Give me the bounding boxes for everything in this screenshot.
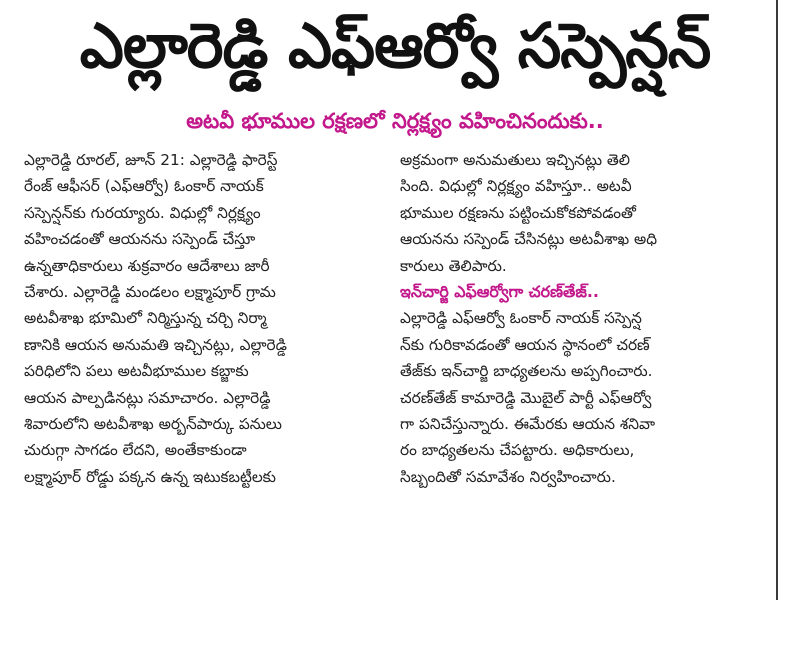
body-line: సిబ్బందితో సమావేశం నిర్వహించారు. <box>400 467 616 486</box>
body-line: ఉన్నతాధికారులు శుక్రవారం ఆదేశాలు జారీ <box>24 256 270 275</box>
body-line: భూముల రక్షణను పట్టించుకోకపోవడంతో <box>400 203 636 222</box>
body-line: సింది. విధుల్లో నిర్లక్ష్యం వహిస్తూ.. అటవీ <box>400 177 632 196</box>
left-column <box>24 147 386 490</box>
body-line: శివారులోని అటవీశాఖ అర్బన్‌పార్కు పనులు <box>24 414 282 433</box>
body-line: రం బాధ్యతలను చేపట్టారు. అధికారులు, <box>400 441 635 460</box>
body-line: చరణ్‌తేజ్ కామారెడ్డి మొబైల్ పార్టీ ఎఫ్ఆర్వో <box>400 388 652 407</box>
body-line: ఎల్లారెడ్డి రూరల్, జూన్ 21: ఎల్లారెడ్డి ఫారెస్ట్ <box>24 151 278 169</box>
body-line: చేశారు. ఎల్లారెడ్డి మండలం లక్ష్మాపూర్ గ్రామ <box>24 282 276 301</box>
body-line: అటవీశాఖ భూమిలో నిర్మిస్తున్న చర్చి నిర్మా <box>24 309 267 328</box>
body-line: కారులు తెలిపారు. <box>400 256 507 275</box>
body-line: న్‌కు గురికావడంతో ఆయన స్థానంలో చరణ్ <box>400 335 650 354</box>
headline: ఎల్లారెడ్డి ఎఫ్ఆర్వో సస్పెన్షన్ <box>79 9 711 82</box>
body-line: ణానికి ఆయన అనుమతి ఇచ్చినట్లు, ఎల్లారెడ్డి <box>24 335 287 354</box>
body-line: ఆయన పాల్పడినట్లు సమాచారం. ఎల్లారెడ్డి <box>24 388 271 407</box>
body-line: లక్ష్మాపూర్ రోడ్డు పక్కన ఉన్న ఇటుకబట్టీలకు <box>24 467 276 486</box>
column-divider <box>776 0 778 600</box>
body-line: ఎల్లారెడ్డి ఎఫ్ఆర్వో ఓంకార్ నాయక్ సస్పెన్ష <box>400 309 642 328</box>
body-line: వహించడంతో ఆయనను సస్పెండ్ చేస్తూ <box>24 230 256 249</box>
body-line: రేంజ్ ఆఫీసర్ (ఎఫ్ఆర్వో) ఓంకార్ నాయక్ <box>24 177 264 196</box>
body-line: పరిధిలోని పలు అటవీభూముల కబ్జాకు <box>24 362 249 381</box>
subheadline: అటవీ భూముల రక్షణలో నిర్లక్ష్యం వహించినందుకు.. <box>186 109 604 133</box>
body-line: సస్పెన్షన్‌కు గురయ్యారు. విధుల్లో నిర్లక్ష్యం <box>24 203 261 222</box>
right-column <box>400 147 750 490</box>
section-subheading: ఇన్‌చార్జి ఎఫ్ఆర్వోగా చరణ్‌తేజ్.. <box>400 281 599 301</box>
body-line: చురుగ్గా సాగడం లేదని, అంతేకాకుండా <box>24 441 247 460</box>
body-line: గా పనిచేస్తున్నారు. ఈమేరకు ఆయన శనివా <box>400 414 656 433</box>
body-line: ఆయనను సస్పెండ్ చేసినట్లు అటవీశాఖ అధి <box>400 230 658 249</box>
body-line: అక్రమంగా అనుమతులు ఇచ్చినట్లు తెలి <box>400 151 630 169</box>
body-line: తేజ్‌కు ఇన్‌చార్జి బాధ్యతలను అప్పగించారు. <box>400 362 653 381</box>
